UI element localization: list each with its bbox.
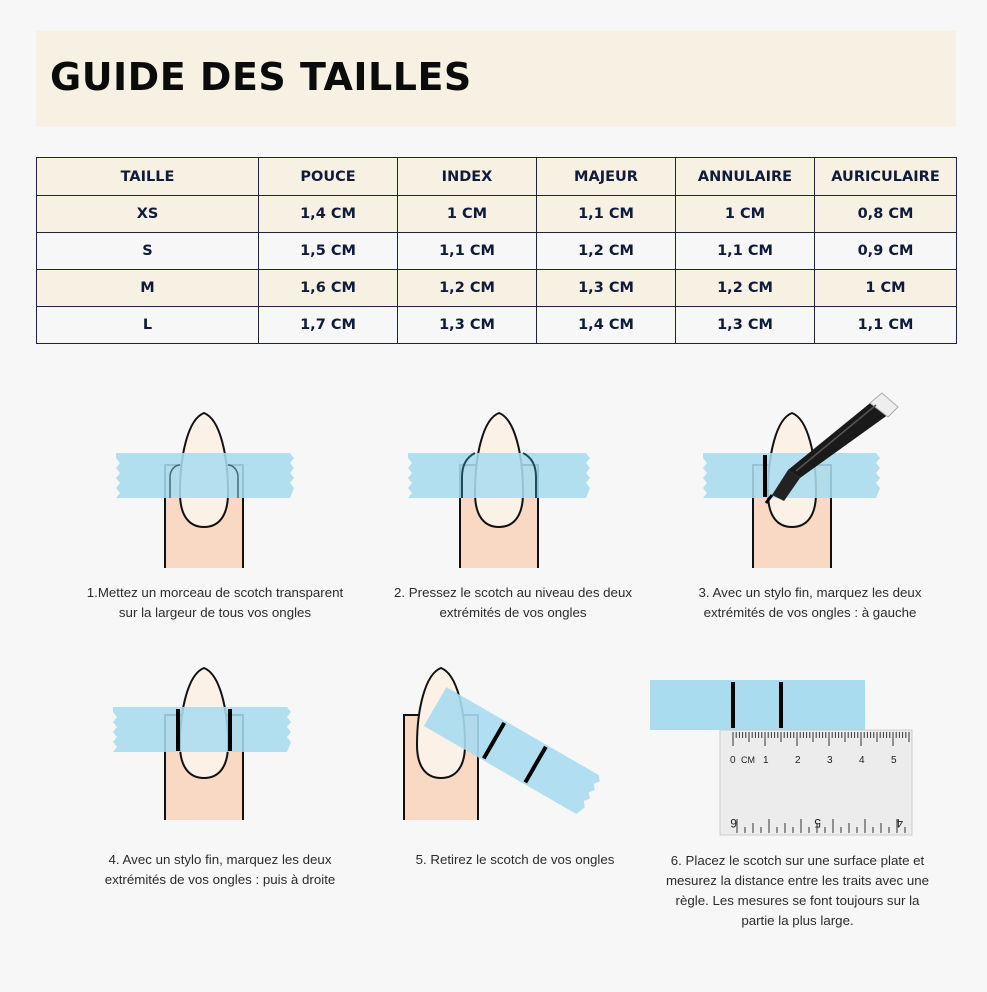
table-cell: 1,1 CM: [537, 196, 676, 233]
table-header: AURICULAIRE: [815, 158, 957, 196]
table-cell: 1 CM: [676, 196, 815, 233]
table-row: [37, 233, 957, 270]
ruler-label-2: 2: [795, 755, 801, 766]
ruler-label-inch-6: 6: [730, 816, 737, 830]
table-cell: 0,9 CM: [815, 233, 957, 270]
table-cell: 1,4 CM: [259, 196, 398, 233]
ruler-label-3: 3: [827, 755, 833, 766]
table-header-row: [37, 158, 957, 196]
ruler-label-cm: CM: [741, 755, 755, 765]
table-cell: 1,1 CM: [676, 233, 815, 270]
size-table: [36, 157, 957, 344]
step1-caption: 1.Mettez un morceau de scotch transparent sur la largeur de tous vos ongles: [86, 585, 344, 620]
step2-illustration: [400, 405, 600, 575]
table-cell: 1,3 CM: [676, 307, 815, 344]
tape-strip: [113, 707, 291, 752]
table-cell: 1,1 CM: [398, 233, 537, 270]
table-cell: L: [37, 307, 259, 344]
finger-cover: [164, 568, 244, 575]
table-cell: M: [37, 270, 259, 307]
finger-cover: [459, 568, 539, 575]
ruler-label-5: 5: [891, 755, 897, 766]
tape-strip: [650, 680, 865, 730]
step2-caption: 2. Pressez le scotch au niveau des deux extrémités de vos ongles: [393, 585, 632, 620]
table-header: INDEX: [398, 158, 537, 196]
step5-caption: 5. Retirez le scotch de vos ongles: [415, 852, 615, 867]
step6-caption: 6. Placez le scotch sur une surface plate et mesurez la distance entre les traits avec une règle. Les mesures se font toujours sur la partie la plus large.: [665, 853, 930, 928]
step1-illustration: [108, 405, 298, 575]
ruler-label-0: 0: [730, 755, 736, 766]
table-cell: 0,8 CM: [815, 196, 957, 233]
step4-illustration: [105, 660, 305, 825]
ruler-label-1: 1: [763, 755, 769, 766]
tape-strip: [116, 453, 294, 498]
table-cell: 1,2 CM: [676, 270, 815, 307]
table-cell: 1,4 CM: [537, 307, 676, 344]
table-cell: 1 CM: [398, 196, 537, 233]
step6-illustration: [645, 675, 920, 840]
table-header: ANNULAIRE: [676, 158, 815, 196]
table-cell: 1,7 CM: [259, 307, 398, 344]
tape-strip: [408, 453, 590, 498]
ruler-label-4: 4: [859, 755, 865, 766]
table-cell: 1,3 CM: [537, 270, 676, 307]
table-cell: XS: [37, 196, 259, 233]
finger-cover: [403, 820, 479, 825]
table-cell: 1,5 CM: [259, 233, 398, 270]
table-header: POUCE: [259, 158, 398, 196]
step3-caption: 3. Avec un stylo fin, marquez les deux extrémités de vos ongles : à gauche: [698, 585, 922, 620]
table-cell: 1 CM: [815, 270, 957, 307]
table-row: [37, 196, 957, 233]
title-banner: [36, 31, 956, 127]
table-cell: 1,2 CM: [398, 270, 537, 307]
table-cell: S: [37, 233, 259, 270]
table-header: MAJEUR: [537, 158, 676, 196]
table-row: [37, 307, 957, 344]
ruler-icon: [720, 730, 912, 835]
table-cell: 1,3 CM: [398, 307, 537, 344]
table-header: TAILLE: [37, 158, 259, 196]
table-cell: 1,6 CM: [259, 270, 398, 307]
finger-cover: [164, 820, 244, 825]
table-cell: 1,1 CM: [815, 307, 957, 344]
step3-illustration: [700, 385, 910, 575]
page-title: GUIDE DES TAILLES: [50, 55, 472, 99]
table-cell: 1,2 CM: [537, 233, 676, 270]
ruler-label-inch-5: 5: [814, 816, 821, 830]
table-row: [37, 270, 957, 307]
step5-illustration: [398, 660, 608, 825]
ruler-label-inch-4: 4: [896, 816, 903, 830]
finger-cover: [752, 568, 832, 575]
step4-caption: 4. Avec un stylo fin, marquez les deux extrémités de vos ongles : puis à droite: [104, 852, 336, 887]
